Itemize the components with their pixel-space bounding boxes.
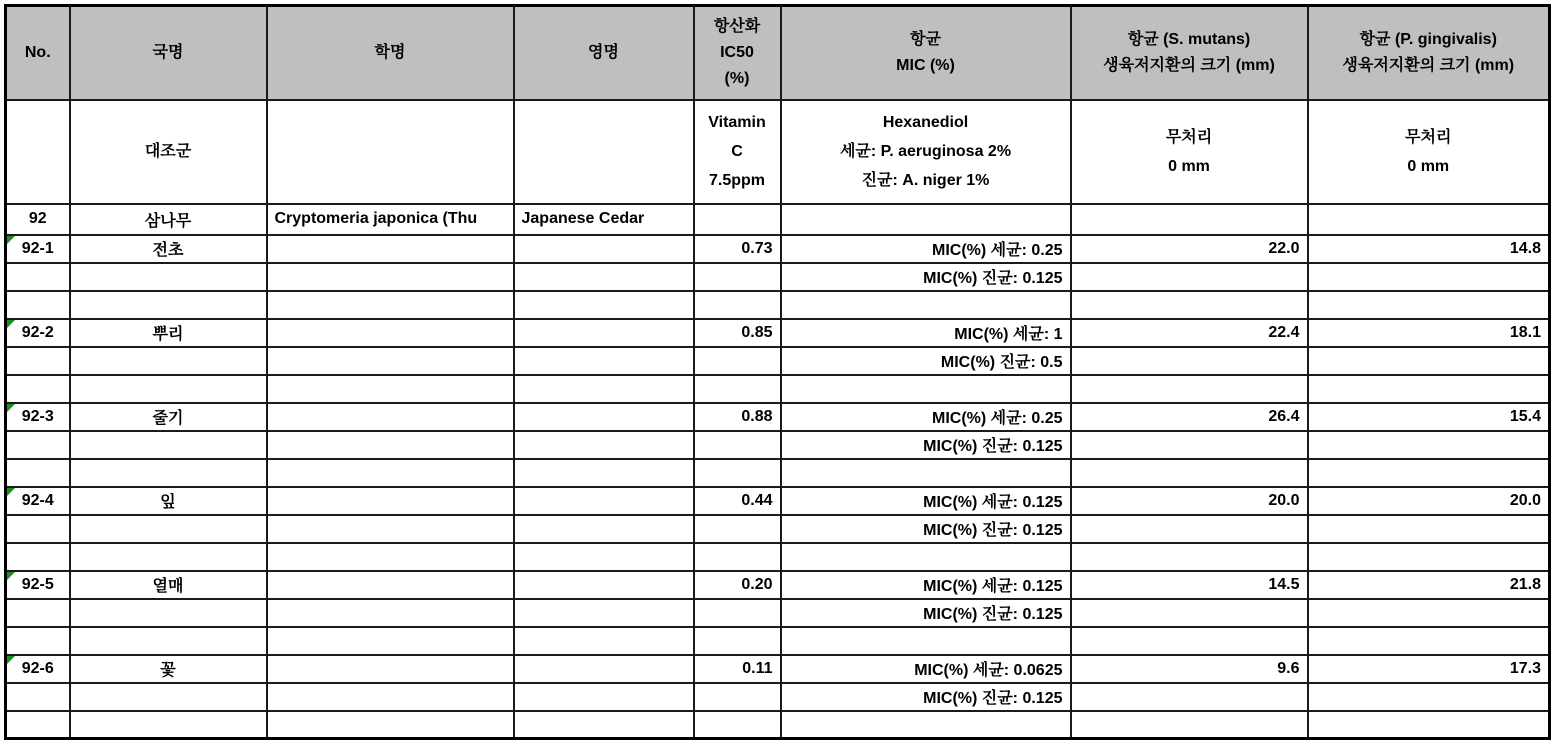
table-row (6, 627, 1550, 655)
cell-mutans[interactable] (1071, 627, 1308, 655)
cell-kor-92-2[interactable]: 뿌리 (70, 319, 267, 347)
cell-sci[interactable] (267, 431, 514, 459)
cell-ic50-92-2[interactable]: 0.85 (694, 319, 781, 347)
cell-eng-92-1[interactable] (514, 235, 694, 263)
cell-mutans[interactable] (1071, 431, 1308, 459)
cell-sci[interactable] (267, 291, 514, 319)
cell-eng[interactable] (514, 515, 694, 543)
cell-kor[interactable] (70, 375, 267, 403)
table-row-92-4 (6, 487, 1550, 515)
header-antibacterial-mic[interactable] (781, 6, 1071, 100)
cell-gingivalis[interactable] (1308, 627, 1550, 655)
cell-no[interactable] (6, 543, 70, 571)
cell-mutans-92-6[interactable]: 9.6 (1071, 655, 1308, 683)
cell-mic-92-4[interactable]: MIC(%) 세균: 0.125 (781, 487, 1071, 515)
cell-sci[interactable] (267, 263, 514, 291)
cell-eng[interactable] (514, 459, 694, 487)
cell-mic[interactable] (781, 375, 1071, 403)
cell-mic-92-5[interactable]: MIC(%) 세균: 0.125 (781, 571, 1071, 599)
table-row-92-1 (6, 235, 1550, 263)
cell-ic50[interactable] (694, 263, 781, 291)
table-row (6, 599, 1550, 627)
cell-no-92[interactable]: 92 (6, 204, 70, 235)
cell-eng-92[interactable]: Japanese Cedar (514, 204, 694, 235)
cell-sci[interactable] (267, 347, 514, 375)
text-line: 항균 (910, 30, 941, 48)
cell-kor-92-5[interactable]: 열매 (70, 571, 267, 599)
cell-gingivalis[interactable] (1308, 543, 1550, 571)
text-line: C (731, 143, 743, 160)
cell-kor-92[interactable]: 삼나무 (70, 204, 267, 235)
cell-mutans[interactable] (1071, 291, 1308, 319)
cell-gingivalis-92-2[interactable]: 18.1 (1308, 319, 1550, 347)
cell-sci[interactable] (267, 100, 514, 204)
table-row (6, 515, 1550, 543)
cell-mutans-92-1[interactable]: 22.0 (1071, 235, 1308, 263)
cell-kor[interactable] (70, 347, 267, 375)
cell-eng-92-4[interactable] (514, 487, 694, 515)
cell-sci[interactable] (267, 459, 514, 487)
cell-no[interactable] (6, 599, 70, 627)
cell-no-92-1[interactable]: 92-1 (6, 235, 70, 263)
table-body (6, 100, 1550, 739)
cell-eng[interactable] (514, 683, 694, 711)
cell-ic50[interactable] (694, 683, 781, 711)
cell-mic[interactable]: MIC(%) 진균: 0.125 (781, 515, 1071, 543)
cell-kor[interactable] (70, 711, 267, 739)
cell-kor[interactable] (70, 459, 267, 487)
cell-eng[interactable] (514, 627, 694, 655)
cell-kor[interactable] (70, 431, 267, 459)
table-row-92 (6, 204, 1550, 235)
cell-gingivalis-92-5[interactable]: 21.8 (1308, 571, 1550, 599)
cell-eng-92-5[interactable] (514, 571, 694, 599)
cell-ic50[interactable] (694, 515, 781, 543)
header-p-gingivalis-zone[interactable] (1308, 6, 1550, 100)
cell-ic50[interactable] (694, 375, 781, 403)
cell-mic-92-6[interactable]: MIC(%) 세균: 0.0625 (781, 655, 1071, 683)
cell-kor-92-4[interactable]: 잎 (70, 487, 267, 515)
header-antioxidant-ic50[interactable] (694, 6, 781, 100)
cell-mutans-92[interactable] (1071, 204, 1308, 235)
text-line: Vitamin (708, 114, 766, 131)
cell-kor[interactable] (70, 627, 267, 655)
table-row-92-2 (6, 319, 1550, 347)
cell-mic[interactable]: MIC(%) 진균: 0.5 (781, 347, 1071, 375)
cell-ic50[interactable] (694, 599, 781, 627)
cell-mic[interactable]: MIC(%) 진균: 0.125 (781, 683, 1071, 711)
cell-kor-92-6[interactable]: 꽃 (70, 655, 267, 683)
cell-sci[interactable] (267, 543, 514, 571)
cell-no[interactable] (6, 375, 70, 403)
cell-sci-92-6[interactable] (267, 655, 514, 683)
cell-gingivalis[interactable] (1308, 515, 1550, 543)
cell-ic50[interactable] (694, 627, 781, 655)
cell-sci-92-1[interactable] (267, 235, 514, 263)
cell-mutans[interactable] (1071, 711, 1308, 739)
text-line: 항균 (P. gingivalis) (1359, 30, 1497, 48)
cell-kor[interactable] (70, 543, 267, 571)
cell-eng[interactable] (514, 263, 694, 291)
cell-sci[interactable] (267, 711, 514, 739)
cell-ic50[interactable] (694, 543, 781, 571)
cell-gingivalis[interactable] (1308, 347, 1550, 375)
cell-ic50[interactable] (694, 711, 781, 739)
cell-gingivalis[interactable] (1308, 291, 1550, 319)
cell-no-92-4[interactable]: 92-4 (6, 487, 70, 515)
text-line: 항균 (S. mutans) (1127, 30, 1251, 48)
cell-ic50-control[interactable] (694, 100, 781, 204)
table-row (6, 459, 1550, 487)
cell-kor[interactable] (70, 515, 267, 543)
cell-eng-92-6[interactable] (514, 655, 694, 683)
cell-mic-92[interactable] (781, 204, 1071, 235)
cell-mutans[interactable] (1071, 599, 1308, 627)
cell-mic[interactable]: MIC(%) 진균: 0.125 (781, 263, 1071, 291)
cell-ic50-92-3[interactable]: 0.88 (694, 403, 781, 431)
text-line: 무처리 (1405, 128, 1452, 146)
text-line: IC50 (720, 43, 754, 61)
cell-mic[interactable] (781, 291, 1071, 319)
text-line: 7.5ppm (708, 172, 765, 189)
cell-no[interactable] (6, 459, 70, 487)
cell-ic50-92-1[interactable]: 0.73 (694, 235, 781, 263)
cell-no[interactable] (6, 100, 70, 204)
cell-gingivalis-92-6[interactable]: 17.3 (1308, 655, 1550, 683)
cell-mic-92-3[interactable]: MIC(%) 세균: 0.25 (781, 403, 1071, 431)
plant-extract-table (4, 4, 1551, 740)
cell-gingivalis-92[interactable] (1308, 204, 1550, 235)
cell-mutans[interactable] (1071, 347, 1308, 375)
cell-kor[interactable] (70, 263, 267, 291)
cell-sci-92-4[interactable] (267, 487, 514, 515)
cell-kor[interactable]: 대조군 (70, 100, 267, 204)
cell-ic50[interactable] (694, 459, 781, 487)
cell-no-92-6[interactable]: 92-6 (6, 655, 70, 683)
cell-gingivalis-control[interactable] (1308, 100, 1550, 204)
table-row-92-5 (6, 571, 1550, 599)
cell-mutans-92-5[interactable]: 14.5 (1071, 571, 1308, 599)
cell-ic50[interactable] (694, 431, 781, 459)
header-row (6, 6, 1550, 100)
text-line: 생육저지환의 크기 (mm) (1342, 56, 1515, 74)
cell-mutans[interactable] (1071, 459, 1308, 487)
cell-mic[interactable] (781, 459, 1071, 487)
text-line: 항산화 (713, 17, 761, 35)
table-row (6, 263, 1550, 291)
cell-gingivalis[interactable] (1308, 375, 1550, 403)
cell-no[interactable] (6, 683, 70, 711)
cell-ic50-92-6[interactable]: 0.11 (694, 655, 781, 683)
cell-mutans[interactable] (1071, 683, 1308, 711)
cell-kor-92-1[interactable]: 전초 (70, 235, 267, 263)
table-row (6, 431, 1550, 459)
table-row (6, 683, 1550, 711)
cell-gingivalis-92-3[interactable]: 15.4 (1308, 403, 1550, 431)
cell-eng-92-3[interactable] (514, 403, 694, 431)
cell-gingivalis[interactable] (1308, 599, 1550, 627)
cell-sci-92[interactable]: Cryptomeria japonica (Thu (267, 204, 514, 235)
cell-sci[interactable] (267, 375, 514, 403)
cell-mic[interactable] (781, 627, 1071, 655)
cell-mutans[interactable] (1071, 375, 1308, 403)
table-row (6, 347, 1550, 375)
cell-ic50-92-5[interactable]: 0.20 (694, 571, 781, 599)
cell-no[interactable] (6, 431, 70, 459)
cell-sci-92-2[interactable] (267, 319, 514, 347)
cell-mic[interactable]: MIC(%) 진균: 0.125 (781, 431, 1071, 459)
cell-eng[interactable] (514, 375, 694, 403)
header-s-mutans-zone[interactable] (1071, 6, 1308, 100)
text-line: Hexanediol (882, 114, 969, 131)
cell-eng[interactable] (514, 347, 694, 375)
cell-sci[interactable] (267, 599, 514, 627)
cell-eng[interactable] (514, 599, 694, 627)
cell-no[interactable] (6, 627, 70, 655)
cell-sci-92-5[interactable] (267, 571, 514, 599)
cell-sci[interactable] (267, 683, 514, 711)
cell-mutans-control[interactable] (1071, 100, 1308, 204)
cell-eng-92-2[interactable] (514, 319, 694, 347)
text-line: 무처리 (1165, 128, 1213, 146)
cell-no-92-3[interactable]: 92-3 (6, 403, 70, 431)
text-line: 진균: A. niger 1% (861, 172, 990, 189)
cell-ic50-92[interactable] (694, 204, 781, 235)
cell-gingivalis[interactable] (1308, 459, 1550, 487)
cell-gingivalis-92-4[interactable]: 20.0 (1308, 487, 1550, 515)
text-line: (%) (724, 69, 750, 87)
cell-no-92-5[interactable]: 92-5 (6, 571, 70, 599)
text-line: 0 mm (1407, 157, 1450, 175)
header-english-name[interactable]: 영명 (514, 6, 694, 100)
cell-mic[interactable]: MIC(%) 진균: 0.125 (781, 599, 1071, 627)
cell-eng[interactable] (514, 100, 694, 204)
cell-mic[interactable] (781, 711, 1071, 739)
cell-kor[interactable] (70, 291, 267, 319)
cell-gingivalis[interactable] (1308, 683, 1550, 711)
cell-eng[interactable] (514, 431, 694, 459)
cell-gingivalis[interactable] (1308, 263, 1550, 291)
cell-eng[interactable] (514, 543, 694, 571)
table-row-92-3 (6, 403, 1550, 431)
text-line: 세균: P. aeruginosa 2% (839, 143, 1012, 160)
cell-gingivalis[interactable] (1308, 431, 1550, 459)
cell-kor[interactable] (70, 683, 267, 711)
table-row (6, 291, 1550, 319)
cell-eng[interactable] (514, 711, 694, 739)
cell-no[interactable] (6, 347, 70, 375)
cell-no[interactable] (6, 515, 70, 543)
cell-mutans-92-3[interactable]: 26.4 (1071, 403, 1308, 431)
cell-mic[interactable] (781, 543, 1071, 571)
header-no[interactable]: No. (6, 6, 70, 100)
cell-mic-control[interactable] (781, 100, 1071, 204)
cell-kor-92-3[interactable]: 줄기 (70, 403, 267, 431)
text-line: MIC (%) (896, 56, 955, 74)
table-row (6, 375, 1550, 403)
cell-no[interactable] (6, 263, 70, 291)
header-korean-name[interactable]: 국명 (70, 6, 267, 100)
cell-ic50[interactable] (694, 347, 781, 375)
table-row-92-6 (6, 655, 1550, 683)
cell-gingivalis[interactable] (1308, 711, 1550, 739)
cell-kor[interactable] (70, 599, 267, 627)
header-scientific-name[interactable]: 학명 (267, 6, 514, 100)
cell-mutans[interactable] (1071, 515, 1308, 543)
cell-ic50[interactable] (694, 291, 781, 319)
text-line: 생육저지환의 크기 (mm) (1103, 56, 1275, 74)
cell-mutans-92-4[interactable]: 20.0 (1071, 487, 1308, 515)
table-row (6, 711, 1550, 739)
cell-ic50-92-4[interactable]: 0.44 (694, 487, 781, 515)
cell-no-92-2[interactable]: 92-2 (6, 319, 70, 347)
cell-sci[interactable] (267, 515, 514, 543)
table-row (6, 543, 1550, 571)
cell-no[interactable] (6, 291, 70, 319)
cell-eng[interactable] (514, 291, 694, 319)
cell-mutans-92-2[interactable]: 22.4 (1071, 319, 1308, 347)
cell-mic-92-2[interactable]: MIC(%) 세균: 1 (781, 319, 1071, 347)
cell-no[interactable] (6, 711, 70, 739)
text-line: 0 mm (1168, 157, 1210, 175)
cell-mic-92-1[interactable]: MIC(%) 세균: 0.25 (781, 235, 1071, 263)
cell-sci-92-3[interactable] (267, 403, 514, 431)
cell-gingivalis-92-1[interactable]: 14.8 (1308, 235, 1550, 263)
control-row (6, 100, 1550, 204)
cell-sci[interactable] (267, 627, 514, 655)
cell-mutans[interactable] (1071, 263, 1308, 291)
cell-mutans[interactable] (1071, 543, 1308, 571)
